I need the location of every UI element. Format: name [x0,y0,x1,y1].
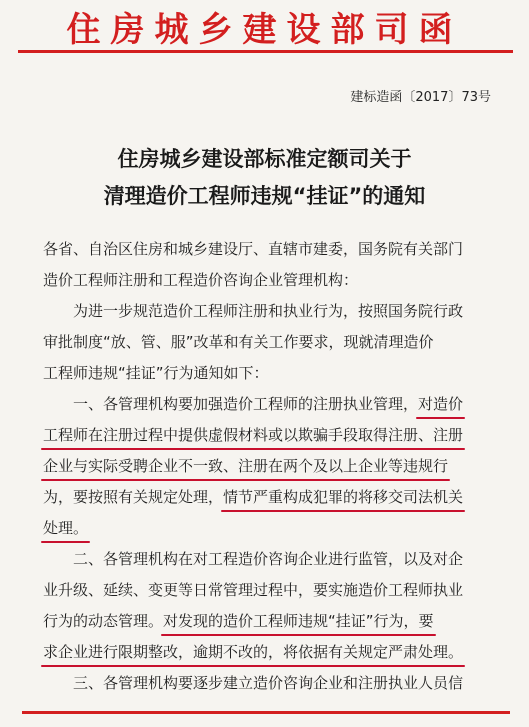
item1-line-3 [43,451,493,482]
item1-line-4 [43,482,493,513]
item3-line-1: 三、各管理机构要逐步建立造价咨询企业和注册执业人员信 [73,674,464,692]
item1-line-5 [43,513,493,544]
item1-line-1-underlined: 对造价 [418,395,464,413]
item1-line-3-underlined: 企业与实际受聘企业不一致、注册在两个及以上企业等违规行 [43,457,449,475]
footer-red-rule [22,711,510,714]
addressee-line-1: 各省、自治区住房和城乡建设厅、直辖市建委，国务院有关部门 [43,240,464,258]
document-title-line-1: 住房城乡建设部标准定额司关于 [117,147,412,171]
item1-line-4-underlined: 情节严重构成犯罪的将移交司法机关 [223,488,464,506]
intro-line-2: 审批制度“放、管、服”改革和有关工作要求，现就清理造价 [43,333,434,351]
item2-line-2: 业升级、延续、变更等日常管理过程中，要实施造价工程师执业 [43,581,464,599]
letterhead-red-rule [18,50,513,53]
item1-line-4-text: 为，要按照有关规定处理， [43,488,224,506]
item1-line-5-underlined: 处理。 [43,519,89,537]
item2-line-4-underlined: 求企业进行限期整改，逾期不改的，将依据有关规定严肃处理。 [43,643,464,661]
document-number: 建标造函〔2017〕73号 [350,90,491,105]
intro-line-3: 工程师违规“挂证”行为通知如下： [43,364,269,382]
item1-line-2 [43,420,493,451]
document-title-line-2: 清理造价工程师违规“挂证”的通知 [103,184,426,208]
item2-line-3-text: 行为的动态管理。 [43,612,164,630]
item1-line-1-text: 一、各管理机构要加强造价工程师的注册执业管理， [73,395,419,413]
document-body [43,234,493,699]
item2-line-3 [43,606,493,637]
item2-line-3-underlined: 对发现的造价工程师违规“挂证”行为，要 [163,612,434,630]
addressee-line-2: 造价工程师注册和工程造价咨询企业管理机构： [43,271,359,289]
item2-line-4 [43,637,493,668]
item1-line-2-underlined: 工程师在注册过程中提供虚假材料或以欺骗手段取得注册、注册 [43,426,464,444]
item1-line-1 [43,389,493,420]
item2-line-1: 二、各管理机构在对工程造价咨询企业进行监管，以及对企 [73,550,464,568]
intro-line-1: 为进一步规范造价工程师注册和执业行为，按照国务院行政 [73,302,464,320]
letterhead-org-name: 住房城乡建设部司函 [66,10,463,50]
